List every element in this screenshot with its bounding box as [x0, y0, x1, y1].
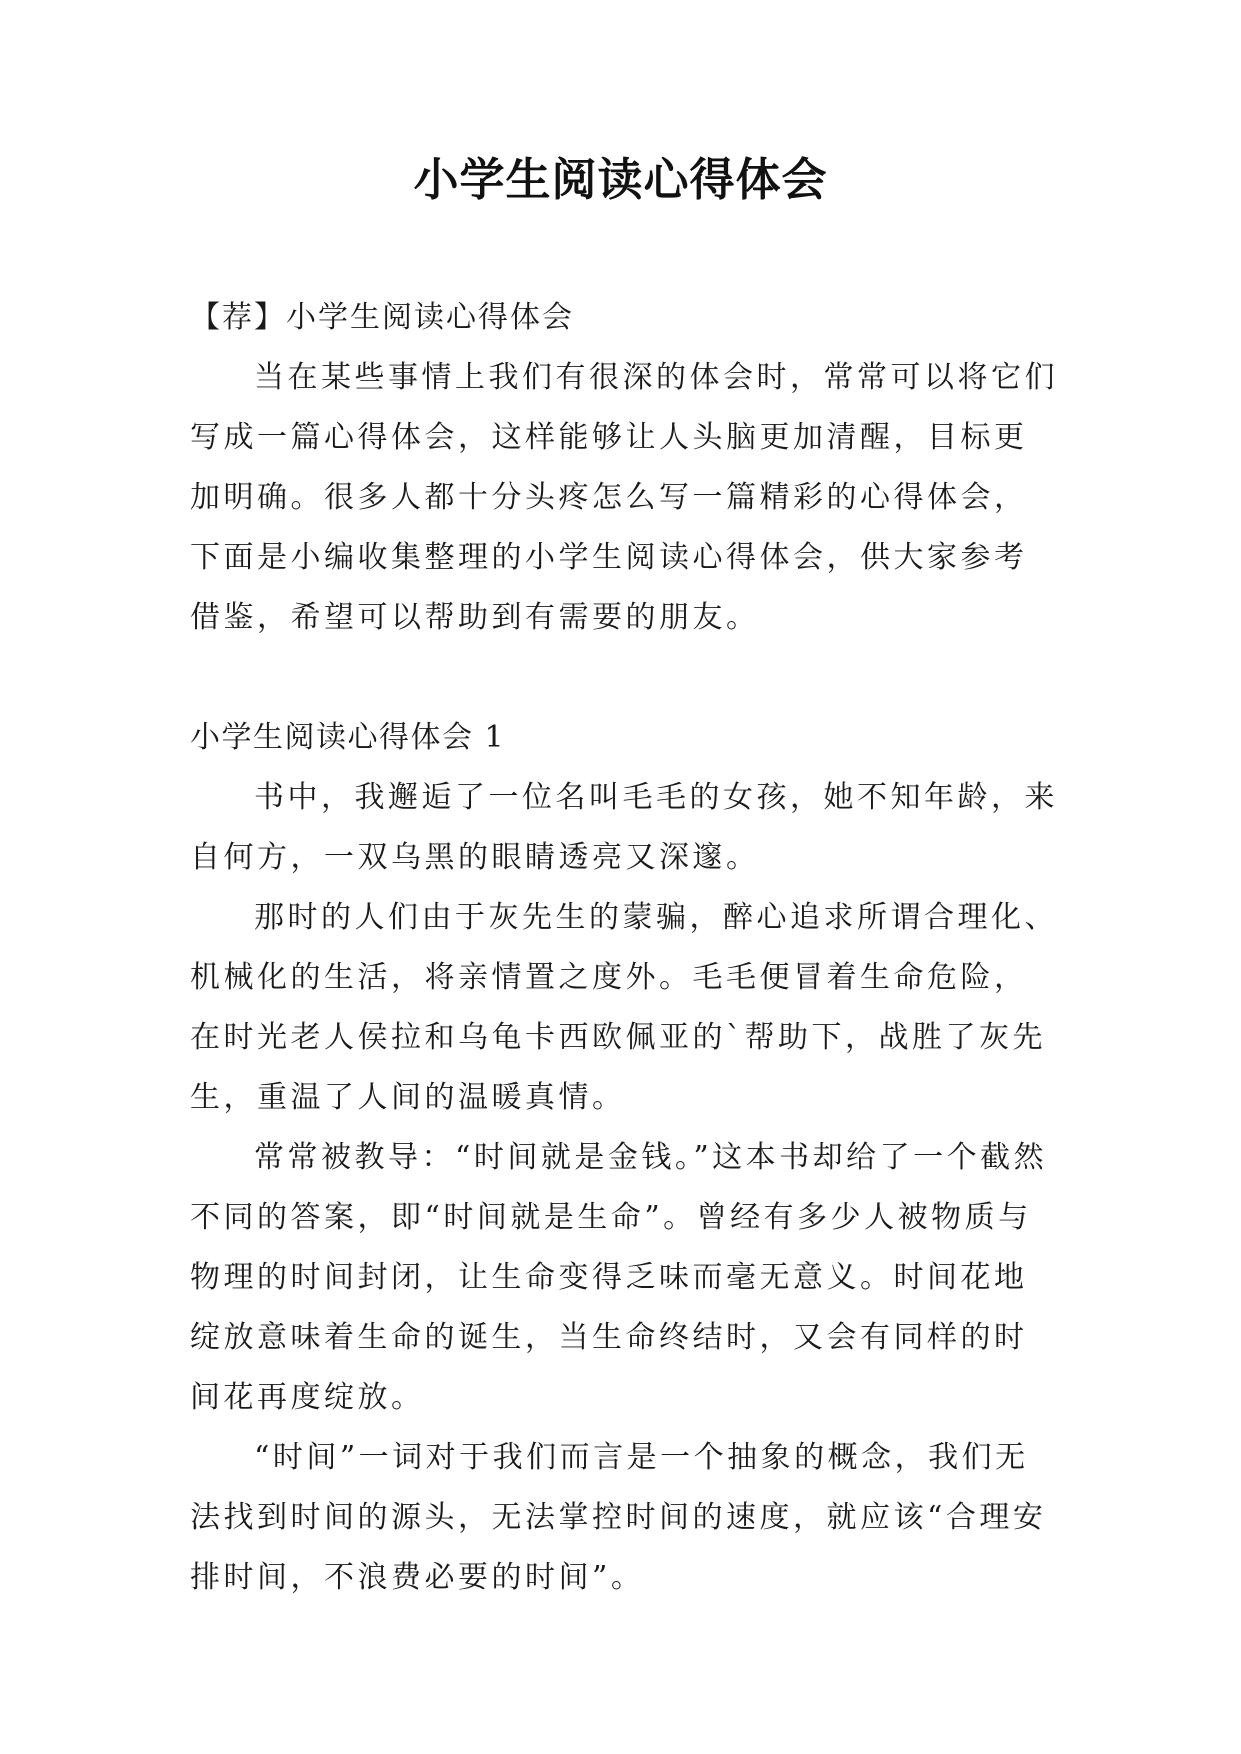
document-title: 小学生阅读心得体会 — [413, 153, 828, 206]
body-paragraph: “时间”一词对于我们而言是一个抽象的概念，我们无法找到时间的源头，无法掌控时间的速度，就应该“合理安排时间，不浪费必要的时间”。 — [190, 1440, 1047, 1595]
lead-line: 【荐】小学生阅读心得体会 — [190, 300, 574, 335]
body-paragraph: 书中，我邂逅了一位名叫毛毛的女孩，她不知年龄，来自何方，一双乌黑的眼睛透亮又深邃。 — [190, 780, 1058, 875]
intro-paragraph: 当在某些事情上我们有很深的体会时，常常可以将它们写成一篇心得体会，这样能够让人头脑更加清醒，目标更加明确。很多人都十分头疼怎么写一篇精彩的心得体会，下面是小编收集整理的小学生阅读心得体会，供大家参考借鉴，希望可以帮助到有需要的朋友。 — [190, 360, 1058, 635]
body-paragraph: 常常被教导：“时间就是金钱。”这本书却给了一个截然不同的答案，即“时间就是生命”。曾经有多少人被物质与物理的时间封闭，让生命变得乏味而毫无意义。时间花地绽放意味着生命的诞生，当生命终结时，又会有同样的时间花再度绽放。 — [190, 1140, 1048, 1415]
document-body — [190, 288, 1060, 1608]
body-paragraph: 那时的人们由于灰先生的蒙骗，醉心追求所谓合理化、机械化的生活，将亲情置之度外。毛毛便冒着生命危险，在时光老人侯拉和乌龟卡西欧佩亚的`帮助下，战胜了灰先生，重温了人间的温暖真情。 — [190, 900, 1058, 1115]
section-heading: 小学生阅读心得体会 1 — [190, 720, 506, 755]
